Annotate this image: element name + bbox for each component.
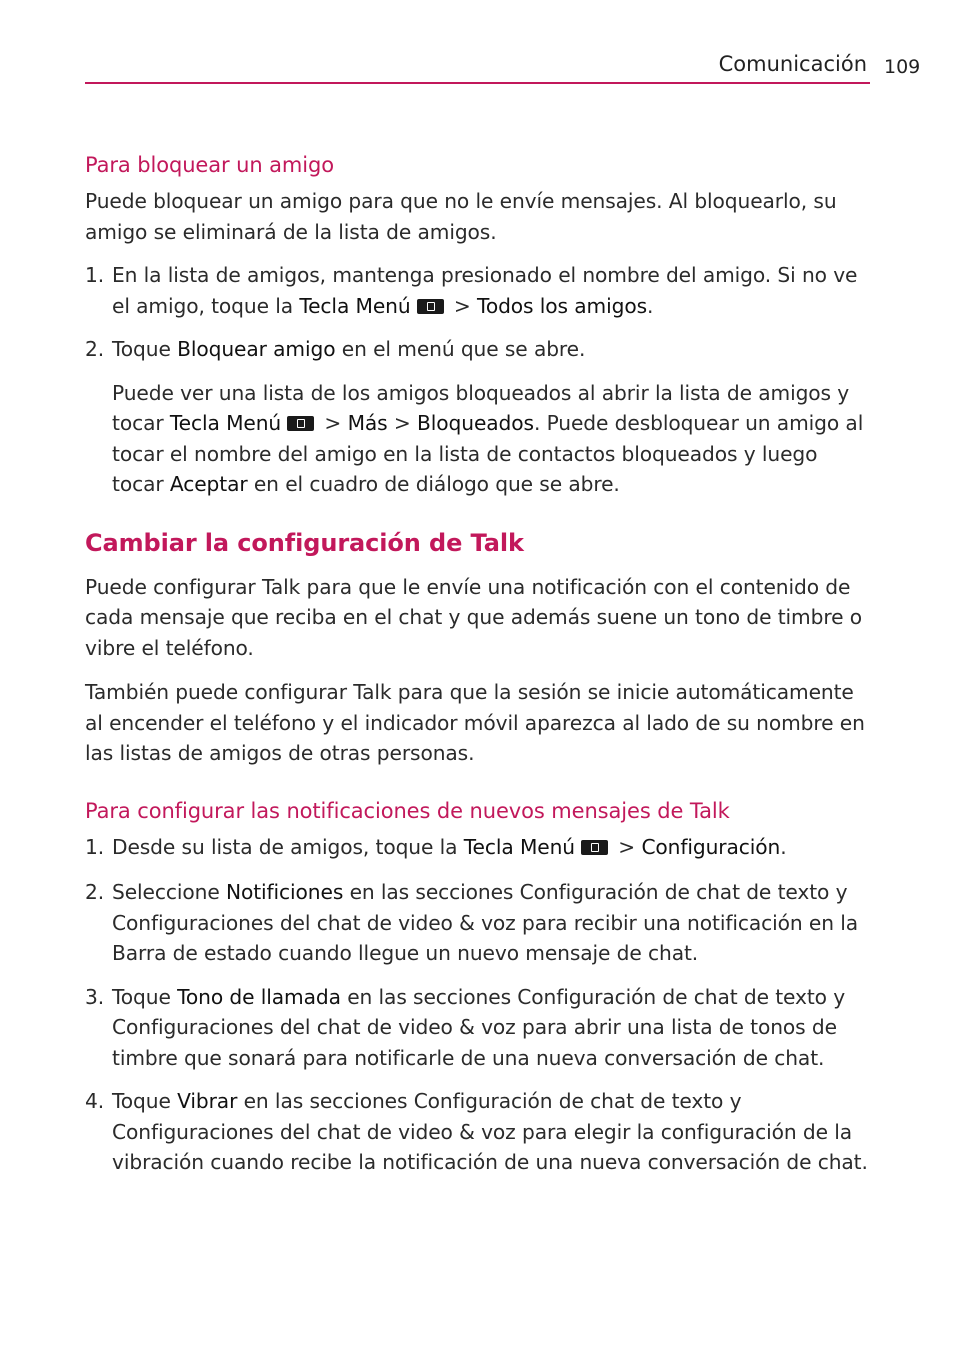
heading-talk-settings: Cambiar la configuración de Talk <box>85 528 524 557</box>
menu-key-icon <box>581 840 608 855</box>
step-text: . <box>647 293 654 318</box>
page-content <box>85 148 875 1178</box>
step-text: En la lista de amigos, mantenga presionado el nombre del amigo. Si no ve el amigo, toque la <box>112 263 858 318</box>
ui-term-aceptar: Aceptar <box>169 472 248 496</box>
ui-term-tecla-menu: Tecla Menú <box>463 834 575 859</box>
ui-term-configuracion: Configuración <box>641 834 781 859</box>
step-text: en las secciones Configuración de chat de texto y Configuraciones del chat de video & voz para elegir la configuración de la vibración cuando recibe la notificación de una nueva conversación de chat. <box>112 1089 868 1174</box>
step-text: Toque <box>112 337 178 361</box>
step-number: 2. <box>85 337 105 361</box>
step-text: > <box>447 293 478 318</box>
step-text: en las secciones Configuración de chat de texto y Configuraciones del chat de video & voz para abrir una lista de tonos de timbre que sonará para notificarle de una nueva conversación de chat. <box>112 984 846 1070</box>
step-text: Toque <box>112 1089 178 1113</box>
step-text: en el menú que se abre. <box>335 337 586 361</box>
step-text: Seleccione <box>112 880 226 904</box>
note-text: en el cuadro de diálogo que se abre. <box>247 472 620 496</box>
step-block-2 <box>85 334 875 365</box>
menu-key-icon <box>417 299 444 314</box>
ui-term-todos-los-amigos: Todos los amigos <box>477 293 647 318</box>
step-number: 1. <box>85 834 105 859</box>
step-number: 2. <box>85 880 105 904</box>
ui-term-tecla-menu: Tecla Menú <box>299 293 411 318</box>
note-text: . Puede desbloquear un amigo al tocar el nombre del amigo en la lista de contactos bloqueados y luego tocar <box>112 411 864 496</box>
step-text: Toque <box>112 984 178 1009</box>
step-text: . <box>780 834 787 859</box>
step-number: 4. <box>85 1089 105 1113</box>
step-text: en las secciones Configuración de chat de texto y Configuraciones del chat de video & voz para recibir una notificación en la Barra de estado cuando llegue un nuevo mensaje de chat. <box>112 880 858 965</box>
page-number: 109 <box>884 56 921 78</box>
note-text: > <box>387 411 418 435</box>
menu-key-icon <box>287 416 314 431</box>
paragraph-block-intro: Puede bloquear un amigo para que no le envíe mensajes. Al bloquearlo, su amigo se eliminará de la lista de amigos. <box>85 189 837 244</box>
step-text: > <box>611 834 642 859</box>
step-number: 3. <box>85 984 105 1009</box>
step-notify-2 <box>85 877 875 969</box>
step-number: 1. <box>85 263 105 287</box>
note-text: > <box>318 411 348 435</box>
paragraph-talk-1: Puede configurar Talk para que le envíe una notificación con el contenido de cada mensaje que reciba en el chat y que además suene un tono de timbre o vibre el teléfono. <box>85 574 862 660</box>
step-notify-3 <box>85 982 875 1074</box>
step-notify-1 <box>85 832 875 863</box>
step-text: Desde su lista de amigos, toque la <box>112 834 464 859</box>
heading-block-friend: Para bloquear un amigo <box>85 153 334 177</box>
ui-term-notificiones: Notificiones <box>225 880 344 904</box>
header-section-title: Comunicación <box>718 52 867 76</box>
note-text: Puede ver una lista de los amigos bloqueados al abrir la lista de amigos y tocar <box>112 380 850 435</box>
heading-notifications: Para configurar las notificaciones de nuevos mensajes de Talk <box>85 798 730 823</box>
page-header <box>85 48 870 84</box>
step-notify-4 <box>85 1086 875 1178</box>
step-block-1 <box>85 260 875 321</box>
ui-term-mas: Más <box>347 411 388 435</box>
paragraph-talk-2: También puede configurar Talk para que la sesión se inicie automáticamente al encender el teléfono y el indicador móvil aparezca al lado de su nombre en las listas de amigos de otras personas. <box>85 680 865 765</box>
ui-term-tono-de-llamada: Tono de llamada <box>177 984 341 1009</box>
ui-term-bloqueados: Bloqueados <box>417 411 534 435</box>
ui-term-vibrar: Vibrar <box>177 1089 238 1113</box>
ui-term-tecla-menu: Tecla Menú <box>169 411 282 435</box>
ui-term-bloquear-amigo: Bloquear amigo <box>177 337 336 361</box>
paragraph-blocked-note <box>85 378 875 500</box>
